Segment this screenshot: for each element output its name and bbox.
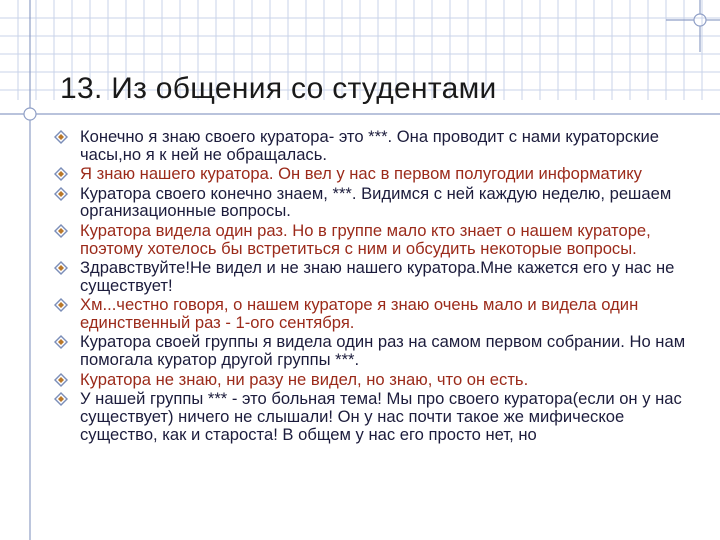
list-item <box>52 128 702 164</box>
list-item <box>52 222 702 258</box>
list-item <box>52 371 702 389</box>
list-item <box>52 296 702 332</box>
list-item-text: Куратора видела один раз. Но в группе мало кто знает о нашем кураторе, поэтому хотелось бы встретиться с ним и обсудить некоторые вопросы. <box>80 220 651 258</box>
diamond-bullet-icon <box>54 373 68 387</box>
diamond-bullet-icon <box>54 187 68 201</box>
diamond-bullet-icon <box>54 224 68 238</box>
list-item <box>52 165 702 183</box>
diamond-bullet-icon <box>54 335 68 349</box>
list-item-text: Куратора своей группы я видела один раз на самом первом собрании. Но нам помогала куратор другой группы ***. <box>80 332 686 370</box>
slide-title: 13. Из общения со студентами <box>60 72 497 105</box>
list-item-text: У нашей группы *** - это больная тема! Мы про своего куратора(если он у нас существует) ничего не слышали! Он у нас почти такое же мифическое существо, как и староста! В общем у нас его просто нет, но <box>80 388 682 444</box>
diamond-bullet-icon <box>54 298 68 312</box>
list-item <box>52 185 702 221</box>
diamond-bullet-icon <box>54 261 68 275</box>
list-item-text: Куратора не знаю, ни разу не видел, но знаю, что он есть. <box>80 369 529 389</box>
list-item-text: Хм...честно говоря, о нашем кураторе я знаю очень мало и видела один единственный раз - 1-ого сентября. <box>80 295 639 332</box>
list-item-text: Конечно я знаю своего куратора- это ***. Она проводит с нами кураторские часы,но я к ней не обращалась. <box>80 127 659 164</box>
list-item <box>52 390 702 443</box>
list-item <box>52 333 702 369</box>
list-item-text: Я знаю нашего куратора. Он вел у нас в первом полугодии информатику <box>80 164 642 184</box>
list-item <box>52 259 702 295</box>
bullet-list <box>52 128 702 445</box>
list-item-text: Куратора своего конечно знаем, ***. Видимся с ней каждую неделю, решаем организационные вопросы. <box>80 183 672 221</box>
diamond-bullet-icon <box>54 167 68 181</box>
diamond-bullet-icon <box>54 392 68 406</box>
list-item-text: Здравствуйте!Не видел и не знаю нашего куратора.Мне кажется его у нас не существует! <box>80 257 675 295</box>
diamond-bullet-icon <box>54 130 68 144</box>
